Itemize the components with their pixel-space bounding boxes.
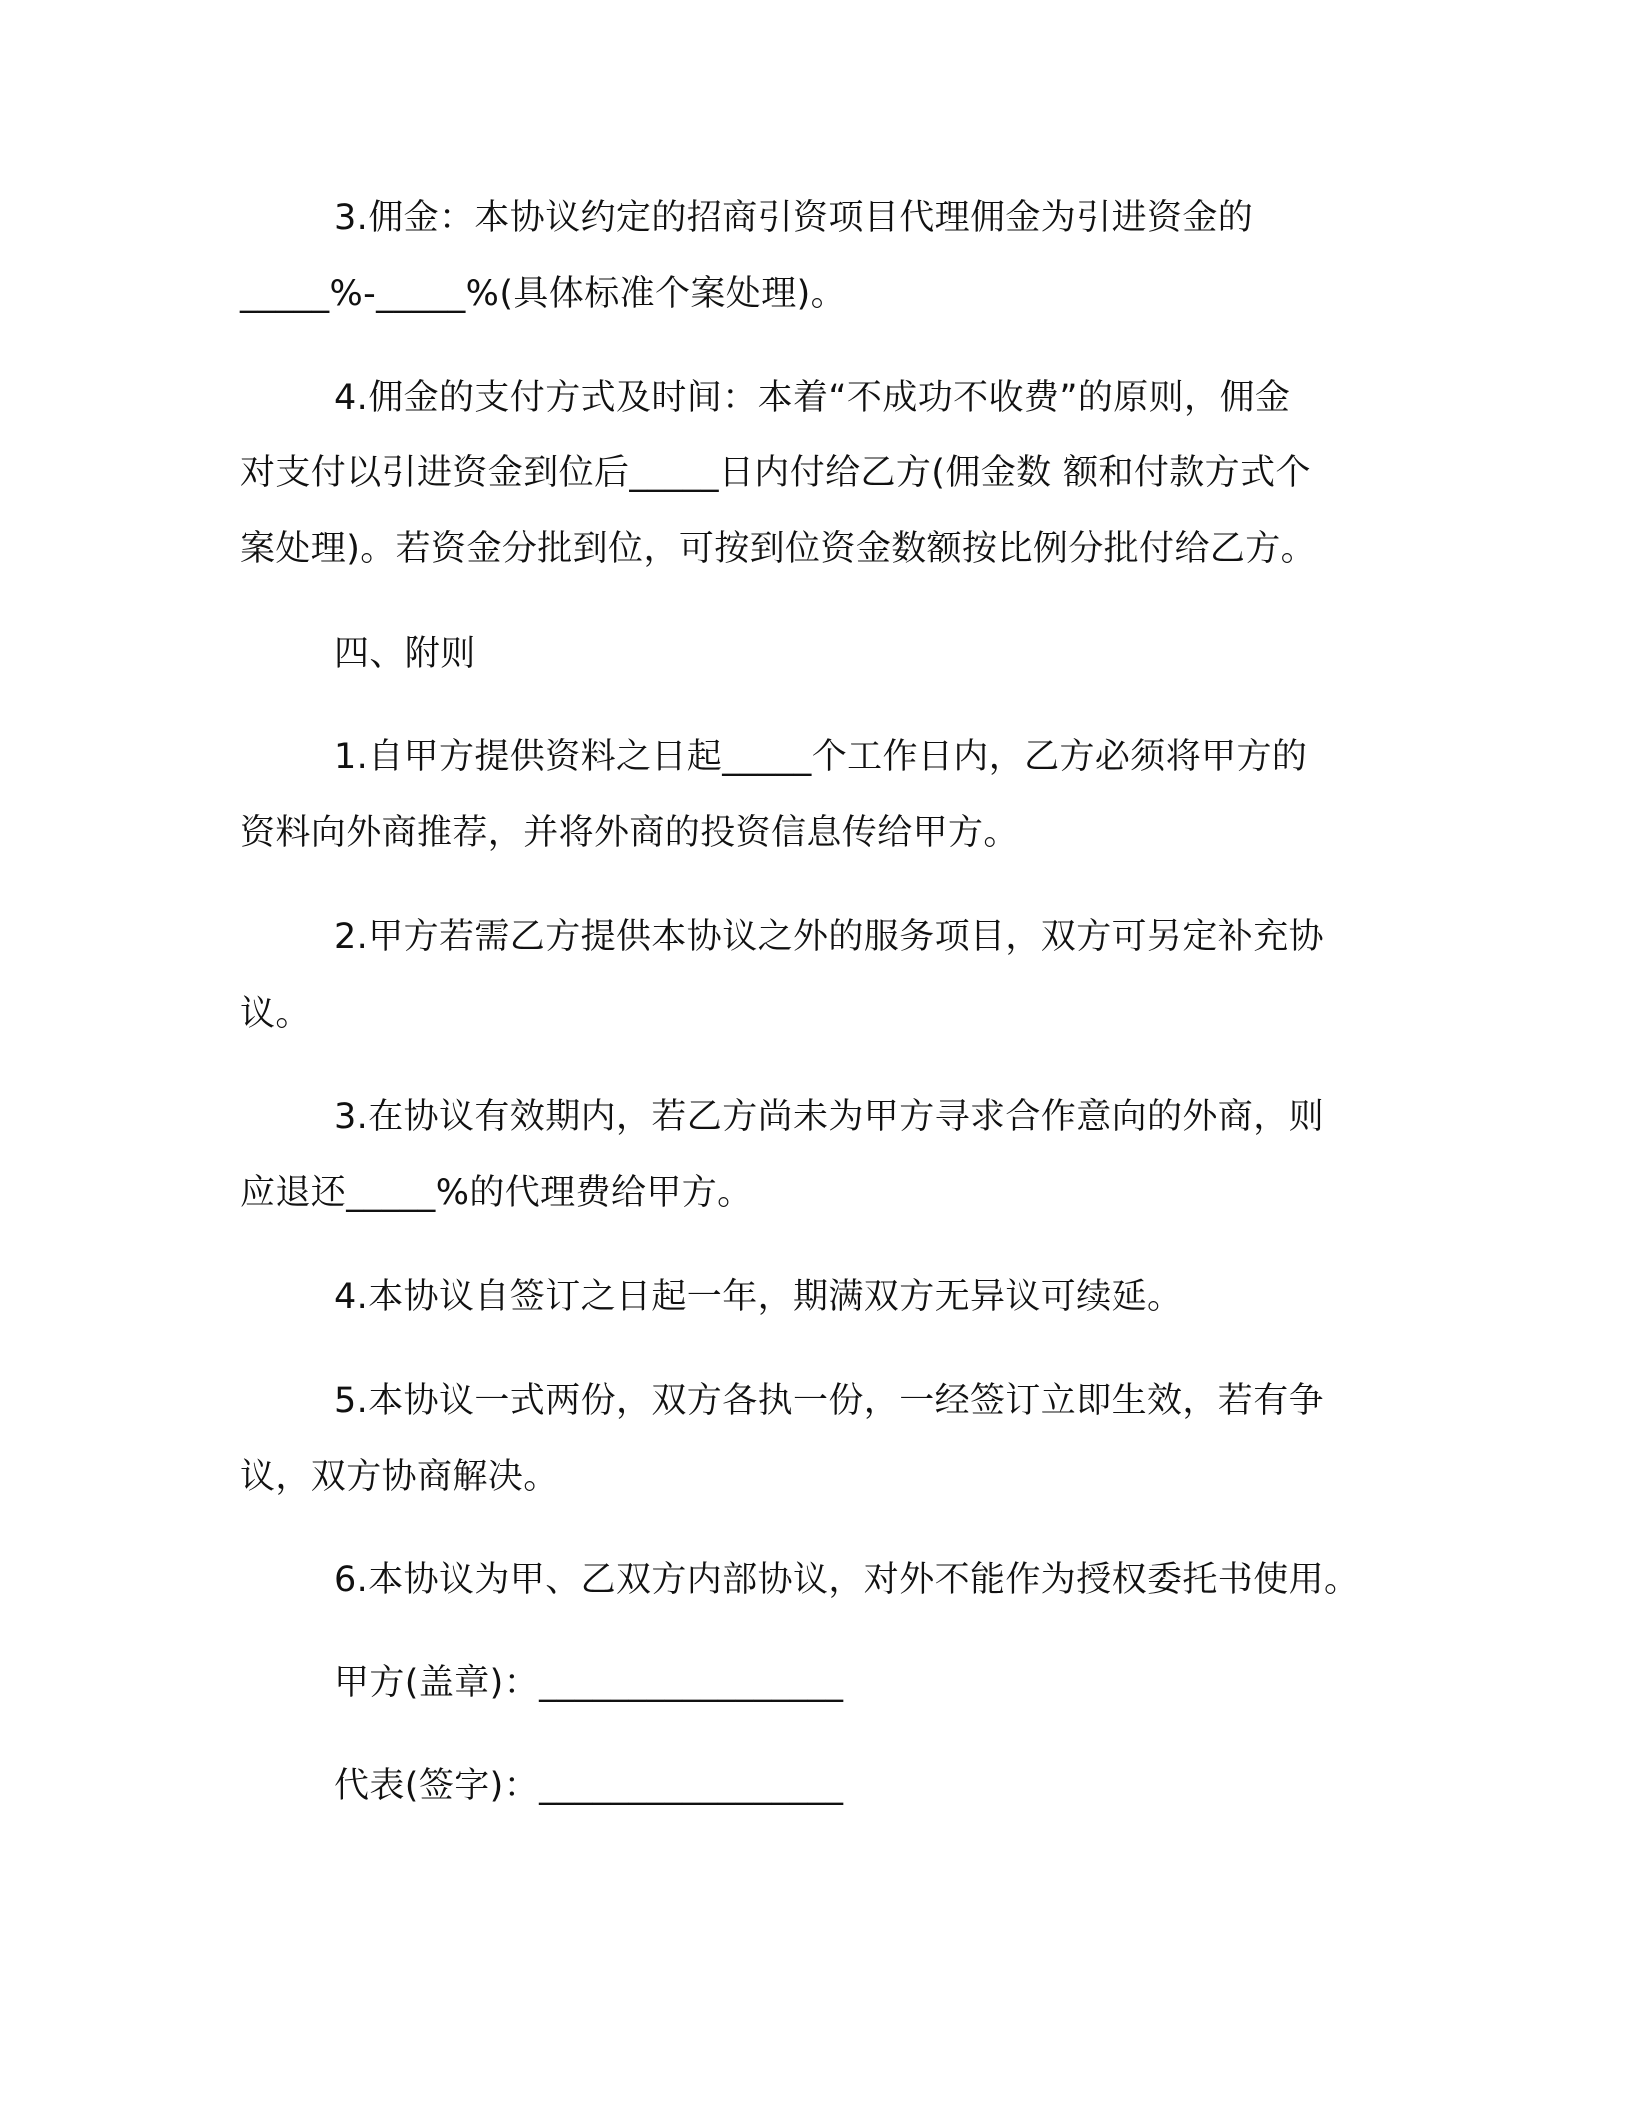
clause-commission-line-1: 3.佣金：本协议约定的招商引资项目代理佣金为引进资金的 [334,198,1254,238]
clause-payment-line-2: 对支付以引进资金到位后_____日内付给乙方(佣金数 额和付款方式个 [240,453,1311,493]
clause-commission-line-2: _____%-_____%(具体标准个案处理)。 [240,274,847,314]
appendix-clause-1-line-2: 资料向外商推荐，并将外商的投资信息传给甲方。 [240,813,1019,853]
clause-payment-line-3: 案处理)。若资金分批到位，可按到位资金数额按比例分批付给乙方。 [240,529,1317,569]
appendix-clause-5-line-2: 议，双方协商解决。 [240,1457,559,1497]
appendix-clause-3-line-1: 3.在协议有效期内，若乙方尚未为甲方寻求合作意向的外商，则 [334,1097,1324,1137]
representative-signature-line: 代表(签字)：_________________ [334,1766,844,1806]
appendix-clause-6: 6.本协议为甲、乙双方内部协议，对外不能作为授权委托书使用。 [334,1560,1360,1600]
section-heading-appendix: 四、附则 [334,634,476,674]
appendix-clause-2-line-1: 2.甲方若需乙方提供本协议之外的服务项目，双方可另定补充协 [334,917,1324,957]
appendix-clause-5-line-1: 5.本协议一式两份，双方各执一份，一经签订立即生效，若有争 [334,1381,1324,1421]
clause-payment-line-1: 4.佣金的支付方式及时间：本着“不成功不收费”的原则，佣金 [334,378,1291,418]
appendix-clause-4: 4.本协议自签订之日起一年，期满双方无异议可续延。 [334,1277,1183,1317]
appendix-clause-3-line-2: 应退还_____%的代理费给甲方。 [240,1173,753,1213]
appendix-clause-1-line-1: 1.自甲方提供资料之日起_____个工作日内，乙方必须将甲方的 [334,737,1308,777]
appendix-clause-2-line-2: 议。 [240,994,311,1034]
party-a-seal-line: 甲方(盖章)：_________________ [334,1663,844,1703]
